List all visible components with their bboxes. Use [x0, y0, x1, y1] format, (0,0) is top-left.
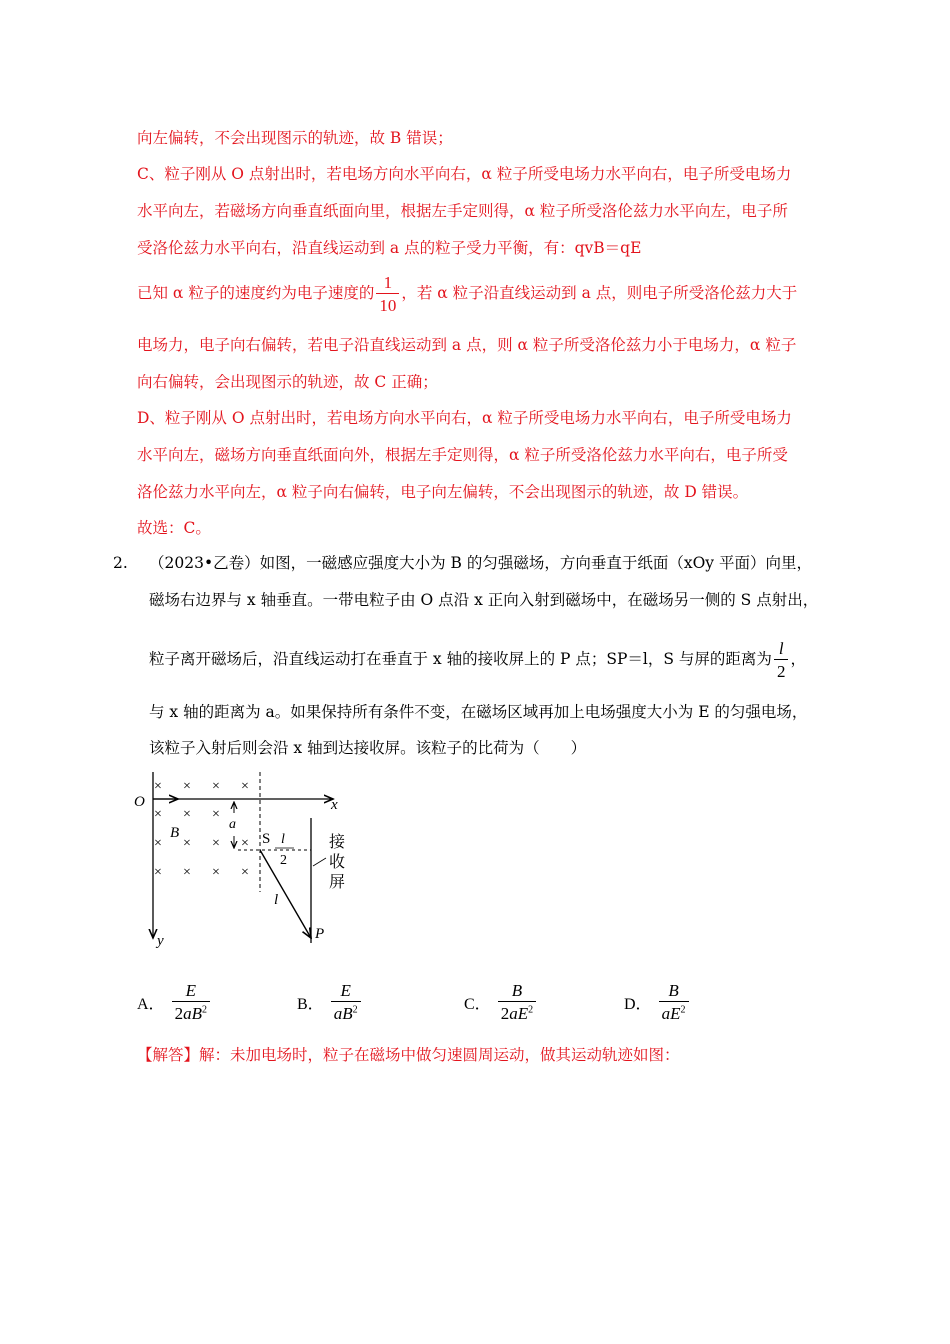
choice-numerator: B	[659, 982, 689, 1002]
choice-c[interactable]	[464, 982, 538, 1022]
point-s-label: S	[262, 831, 271, 847]
question-text: 与 x 轴的距离为 a。如果保持所有条件不变，在磁场区域再加上电场强度大小为 E 的匀强电场，	[149, 703, 808, 721]
origin-label: O	[134, 794, 145, 810]
field-label: B	[170, 825, 180, 841]
denominator-variable: E	[517, 1004, 529, 1023]
question-text: ，	[790, 650, 806, 668]
field-cross: ×	[212, 807, 220, 822]
field-cross: ×	[154, 807, 162, 822]
solution-line: 洛伦兹力水平向左，α 粒子向右偏转，电子向左偏转，不会出现图示的轨迹，故 D 错误。	[137, 483, 749, 501]
denominator-variable: B	[191, 1004, 203, 1023]
screen-label-char: 收	[329, 854, 346, 871]
choice-numerator: E	[172, 982, 210, 1002]
choice-fraction	[659, 982, 689, 1022]
choice-label: D．	[624, 995, 652, 1013]
magnetic-field-diagram	[128, 768, 358, 953]
choice-numerator: E	[331, 982, 361, 1002]
solution-line: 水平向左，磁场方向垂直纸面向外，根据左手定则得，α 粒子所受洛伦兹力水平向右，电子所受	[137, 446, 788, 464]
field-cross: ×	[241, 779, 249, 794]
choice-fraction	[172, 982, 210, 1022]
solution-text: ，若 α 粒子沿直线运动到 a 点，则电子所受洛伦兹力大于	[401, 284, 798, 302]
denominator-a: a	[661, 1004, 671, 1023]
choice-a[interactable]	[137, 982, 212, 1022]
choice-fraction	[331, 982, 361, 1022]
analysis-tag: 【解答】	[137, 1046, 200, 1064]
question-text-fraction	[149, 636, 806, 682]
fraction-numerator: 1	[376, 274, 399, 294]
denominator-variable: B	[342, 1004, 353, 1023]
solution-line: 水平向左，若磁场方向垂直纸面向里，根据左手定则得，α 粒子所受洛伦兹力水平向左，电子所	[137, 202, 788, 220]
question-number: 2.	[113, 554, 128, 572]
choice-fraction	[498, 982, 536, 1022]
denominator-a: a	[333, 1004, 343, 1023]
segment-l-label: l	[274, 892, 279, 908]
denominator-a: a	[183, 1004, 192, 1023]
answer-line: 故选：C。	[137, 519, 211, 537]
question-text: 该粒子入射后则会沿 x 轴到达接收屏。该粒子的比荷为（ ）	[149, 739, 587, 757]
solution-line: 向右偏转，会出现图示的轨迹，故 C 正确；	[137, 373, 438, 391]
field-cross: ×	[241, 836, 249, 851]
screen-label-char: 接	[329, 834, 346, 851]
fraction-denominator: 2	[776, 662, 786, 681]
screen-label-char: 屏	[329, 874, 346, 891]
fraction-one-tenth	[376, 274, 399, 314]
question-text: 磁场右边界与 x 轴垂直。一带电粒子由 O 点沿 x 正向入射到磁场中，在磁场另一侧的 S 点射出，	[149, 591, 819, 609]
distance-a-label: a	[229, 817, 236, 832]
solution-line-fraction	[137, 270, 797, 316]
choice-label: A．	[137, 995, 165, 1013]
choice-b[interactable]	[297, 982, 363, 1022]
field-cross: ×	[183, 836, 191, 851]
analysis-line	[137, 1045, 680, 1065]
fraction-l-over-2	[774, 640, 789, 680]
field-cross: ×	[183, 865, 191, 880]
field-cross: ×	[183, 779, 191, 794]
field-cross: ×	[212, 865, 220, 880]
field-cross: ×	[212, 779, 220, 794]
solution-text: 已知 α 粒子的速度约为电子速度的	[137, 284, 375, 302]
field-cross: ×	[183, 807, 191, 822]
field-cross: ×	[241, 865, 249, 880]
choice-label: B．	[297, 995, 324, 1013]
y-axis-label: y	[157, 933, 164, 949]
choice-label: C．	[464, 995, 491, 1013]
denominator-variable: E	[670, 1004, 681, 1023]
x-axis-label: x	[331, 797, 338, 813]
choice-numerator: B	[498, 982, 536, 1002]
solution-line: 受洛伦兹力水平向右，沿直线运动到 a 点的粒子受力平衡，有：qvB＝qE	[137, 239, 642, 257]
field-cross: ×	[212, 836, 220, 851]
half-l-denominator: 2	[280, 853, 287, 868]
solution-line: 电场力，电子向右偏转，若电子沿直线运动到 a 点，则 α 粒子所受洛伦兹力小于电场力，α 粒子	[137, 336, 797, 354]
solution-line: D、粒子刚从 O 点射出时，若电场方向水平向右，α 粒子所受电场力水平向右，电子所受电场力	[137, 409, 792, 427]
field-cross: ×	[154, 779, 162, 794]
denominator-a: a	[509, 1004, 518, 1023]
half-l-numerator: l	[281, 832, 285, 847]
denominator-exponent: 2	[680, 1004, 686, 1016]
screen-pointer	[313, 858, 326, 866]
question-text: 粒子离开磁场后，沿直线运动打在垂直于 x 轴的接收屏上的 P 点；SP＝l，S 与屏的距离为	[149, 650, 772, 668]
field-cross: ×	[154, 836, 162, 851]
denominator-coefficient: 2	[500, 1004, 510, 1023]
denominator-coefficient: 2	[174, 1004, 184, 1023]
denominator-exponent: 2	[352, 1004, 358, 1016]
solution-line: C、粒子刚从 O 点射出时，若电场方向水平向右，α 粒子所受电场力水平向右，电子所受电场力	[137, 165, 792, 183]
field-cross: ×	[154, 865, 162, 880]
solution-line: 向左偏转，不会出现图示的轨迹，故 B 错误；	[137, 129, 453, 147]
fraction-numerator: l	[774, 640, 789, 660]
question-text: （2023•乙卷）如图，一磁感应强度大小为 B 的匀强磁场，方向垂直于纸面（xOy 平面）向里，	[149, 554, 812, 572]
analysis-text: 解：未加电场时，粒子在磁场中做匀速圆周运动，做其运动轨迹如图：	[199, 1046, 680, 1064]
denominator-exponent: 2	[202, 1004, 208, 1016]
fraction-denominator: 10	[379, 296, 397, 315]
choice-d[interactable]	[624, 982, 691, 1022]
point-p-label: P	[315, 926, 325, 942]
denominator-exponent: 2	[528, 1004, 534, 1016]
